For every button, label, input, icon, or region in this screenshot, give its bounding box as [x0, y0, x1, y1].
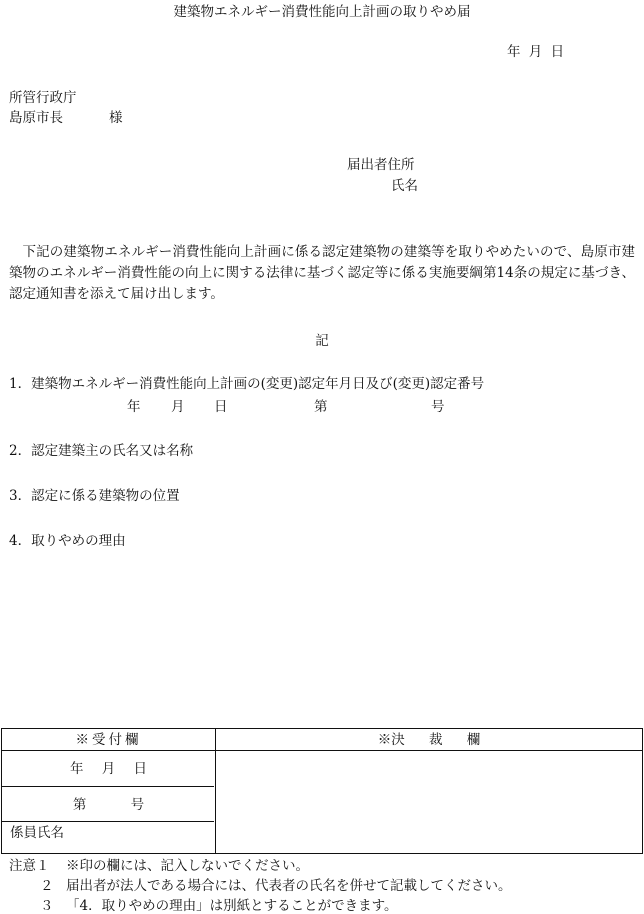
item-2-owner-name: 2．認定建築主の氏名又は名称	[9, 443, 194, 459]
item-1-day-label: 日	[214, 399, 228, 415]
reception-date-cell: 年 月 日	[69, 761, 148, 777]
item-1-year-label: 年	[127, 399, 141, 415]
reception-header: ※受付欄	[75, 732, 142, 748]
applicant-address-label: 届出者住所	[347, 157, 415, 173]
document-title: 建築物エネルギー消費性能向上計画の取りやめ届	[173, 4, 471, 20]
item-1-certification-date-number: 1．建築物エネルギー消費性能向上計画の(変更)認定年月日及び(変更)認定番号	[9, 376, 485, 392]
item-3-building-location: 3．認定に係る建築物の位置	[9, 488, 180, 504]
note-3-number: ３	[40, 898, 54, 914]
note-label: 注意１	[9, 858, 50, 874]
body-paragraph: 下記の建築物エネルギー消費性能向上計画に係る認定建築物の建築等を取りやめたいので、島原市建築物のエネルギー消費性能の向上に関する法律に基づく認定等に係る実施要綱第14条の規定に基づき、認定通知書を添えて届け出します。	[9, 244, 635, 302]
ki-heading: 記	[315, 333, 329, 349]
addressee-mayor: 島原市長	[9, 110, 63, 126]
decision-header: ※決 裁 欄	[377, 732, 481, 748]
date-line: 年 月 日	[507, 44, 565, 60]
reception-number-cell: 第 号	[72, 797, 145, 813]
reception-decision-table	[1, 728, 643, 854]
applicant-name-label: 氏名	[391, 178, 418, 194]
addressee-honorific: 様	[109, 110, 123, 126]
note-1: ※印の欄には、記入しないでください。	[66, 858, 309, 874]
item-1-number-suffix: 号	[431, 399, 445, 415]
item-1-number-prefix: 第	[314, 399, 328, 415]
item-1-month-label: 月	[171, 399, 185, 415]
note-2: 届出者が法人である場合には、代表者の氏名を併せて記載してください。	[66, 878, 512, 894]
note-2-number: ２	[40, 878, 54, 894]
clerk-name-label: 係員氏名	[10, 825, 64, 841]
item-4-withdrawal-reason: 4．取りやめの理由	[9, 533, 126, 549]
table-row-divider-2	[2, 821, 214, 822]
table-header-divider	[2, 750, 642, 751]
note-3: 「4．取りやめの理由」は別紙とすることができます。	[66, 898, 398, 914]
addressee-office: 所管行政庁	[9, 90, 77, 106]
table-row-divider-1	[2, 786, 214, 787]
